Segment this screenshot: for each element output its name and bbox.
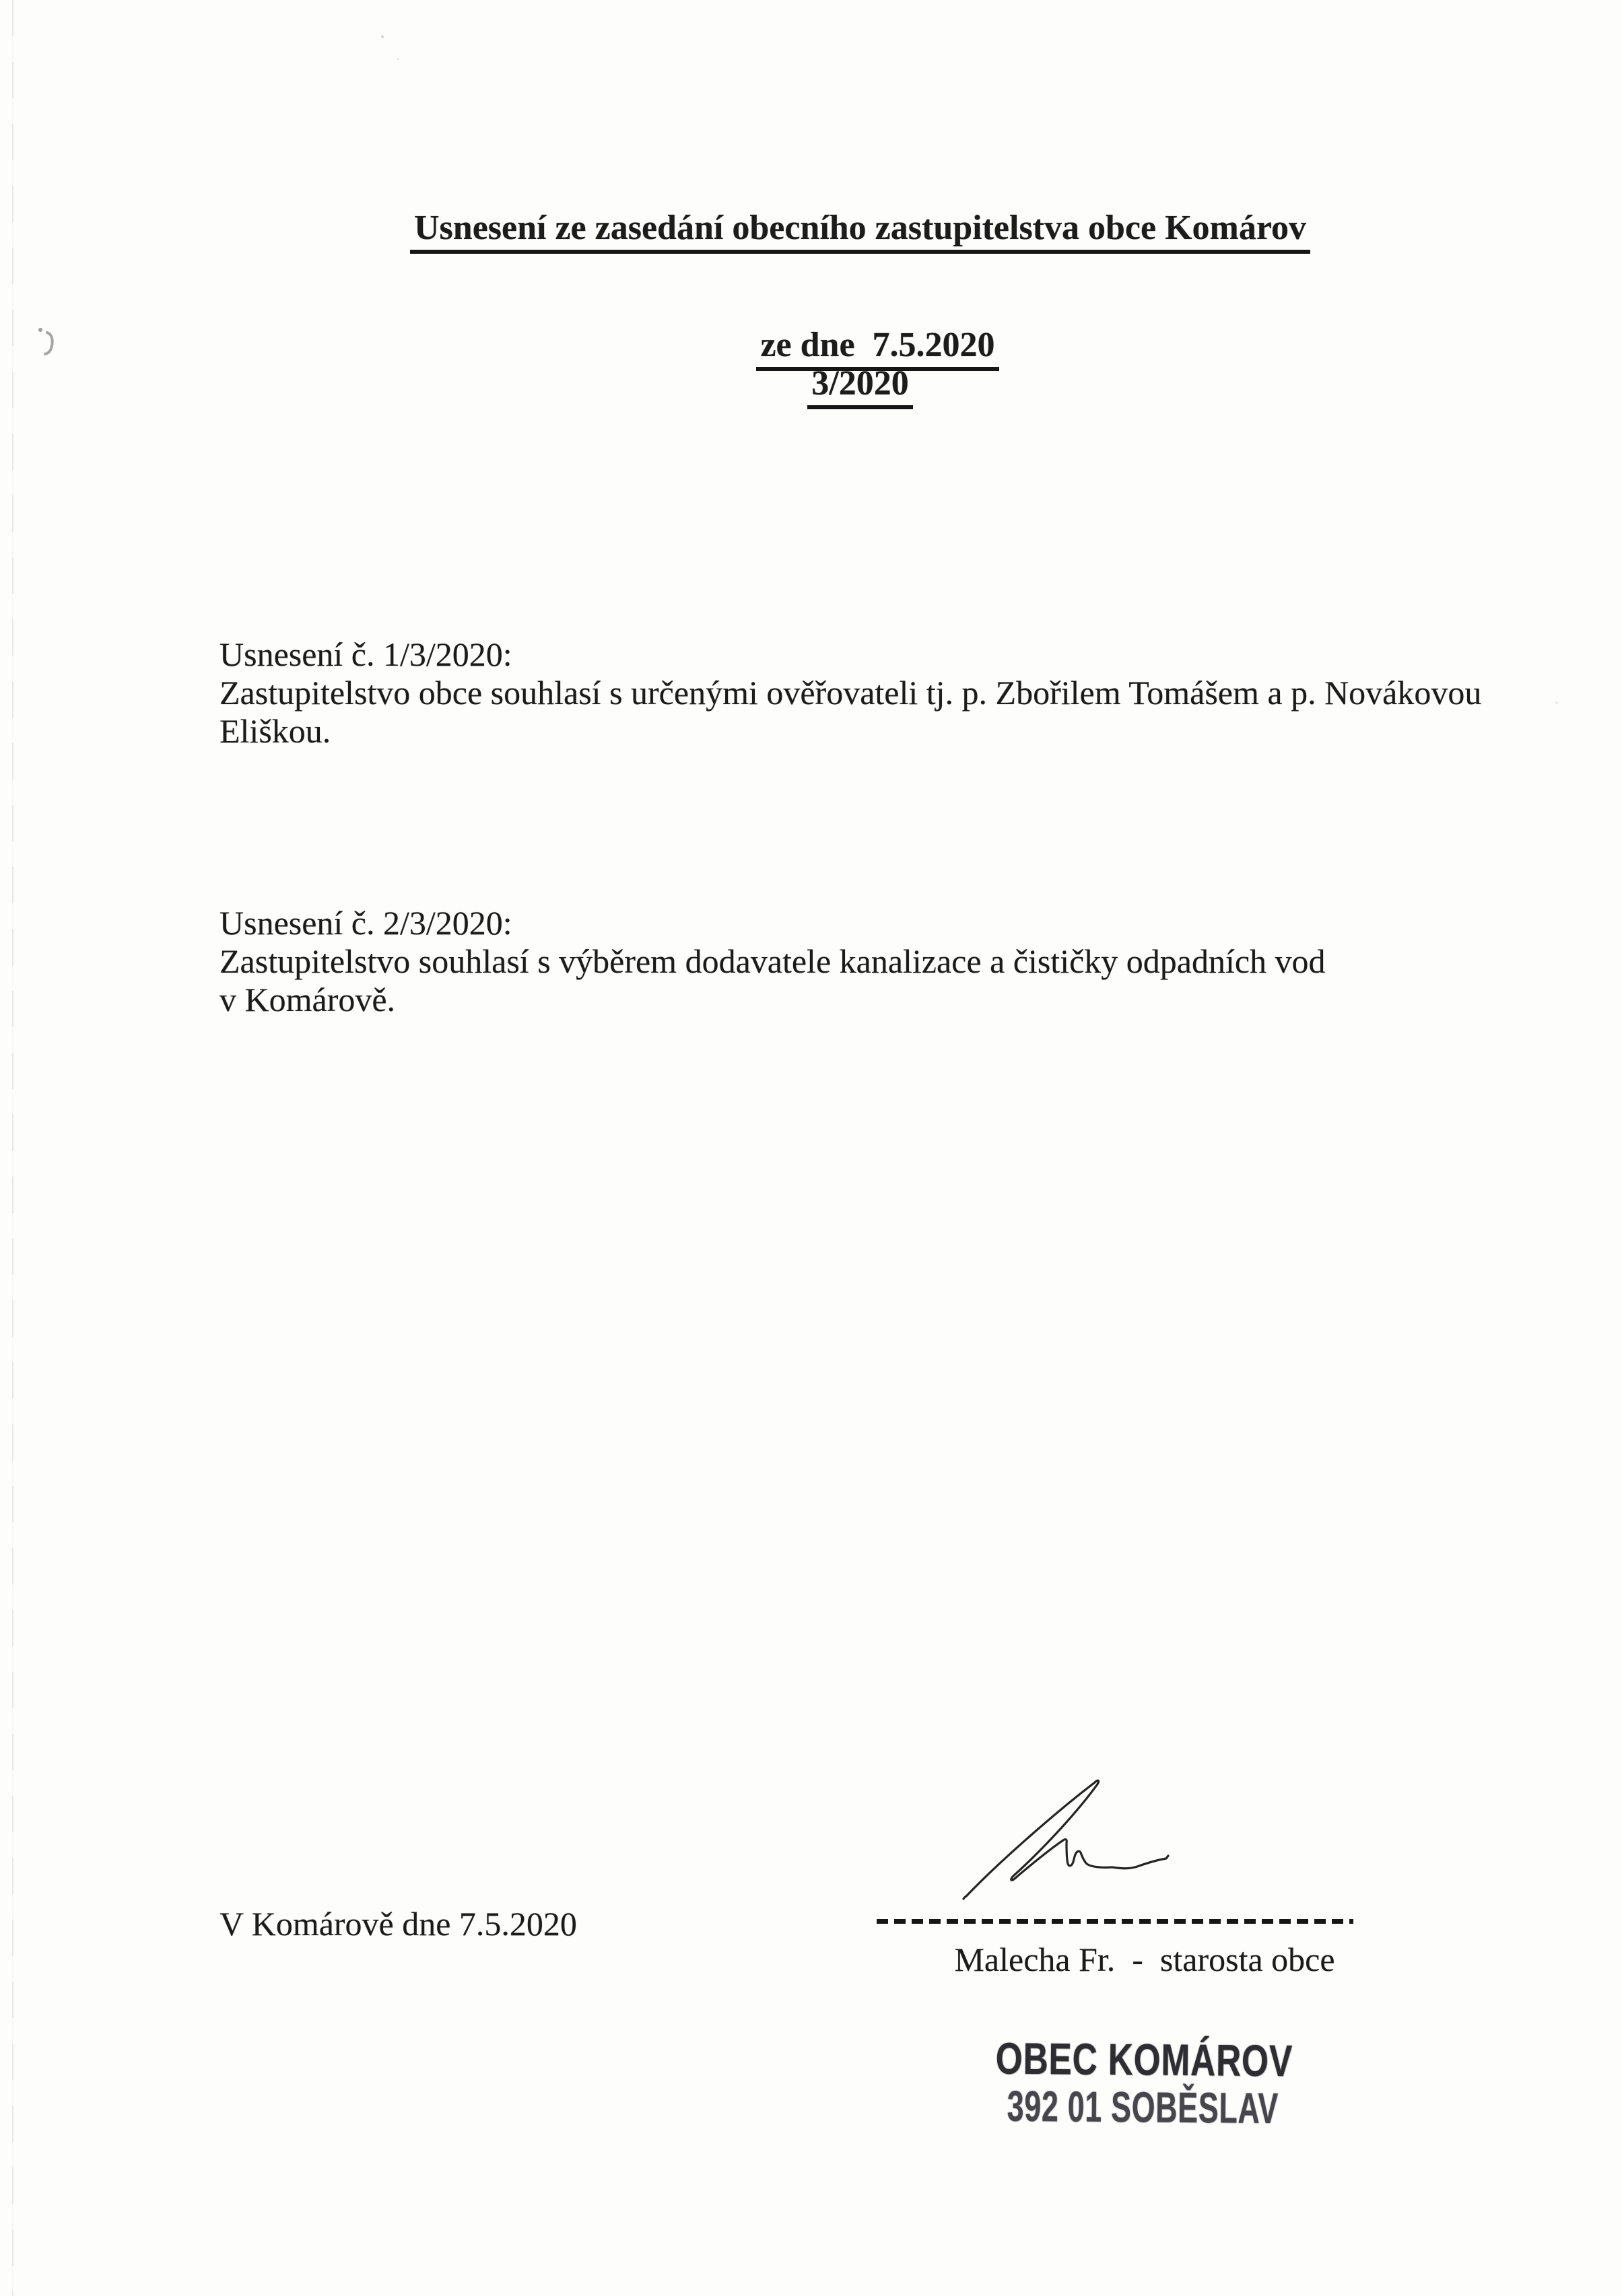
resolution-2-heading: Usnesení č. 2/3/2020:	[219, 904, 512, 942]
dust-speck	[397, 58, 399, 60]
dust-speck	[1555, 701, 1558, 704]
resolution-1-body-line: Eliškou.	[219, 712, 331, 750]
municipal-stamp	[962, 2033, 1293, 2133]
signature-dashed-line	[877, 1919, 1353, 1924]
document-date-text: ze dne 7.5.2020	[756, 325, 999, 371]
document-title	[219, 208, 1501, 254]
resolution-1	[219, 635, 1481, 751]
resolution-2-body-line: v Komárově.	[219, 981, 396, 1018]
stamp-postal-address: 392 01 SOBĚSLAV	[1007, 2081, 1279, 2133]
resolution-2-body-line: Zastupitelstvo souhlasí s výběrem dodavatele kanalizace a čističky odpadních vod	[219, 942, 1326, 980]
resolution-2	[219, 904, 1326, 1019]
handwritten-signature	[953, 1767, 1182, 1908]
scan-edge-artifact	[12, 0, 13, 2296]
signature-caption: Malecha Fr. - starosta obce	[954, 1941, 1335, 1978]
document-number-text: 3/2020	[807, 363, 912, 409]
resolution-1-heading: Usnesení č. 1/3/2020:	[219, 635, 512, 673]
document-title-text: Usnesení ze zasedání obecního zastupitelstva obce Komárov	[410, 208, 1310, 254]
document-number-line	[219, 363, 1501, 409]
ink-smudge-artifact	[35, 323, 62, 363]
place-and-date-line: V Komárově dne 7.5.2020	[219, 1905, 577, 1943]
dust-speck	[381, 35, 384, 38]
resolution-1-body-line: Zastupitelstvo obce souhlasí s určenými ověřovateli tj. p. Zbořilem Tomášem a p. Novákovou	[219, 674, 1482, 711]
stamp-municipality-name: OBEC KOMÁROV	[995, 2033, 1293, 2086]
